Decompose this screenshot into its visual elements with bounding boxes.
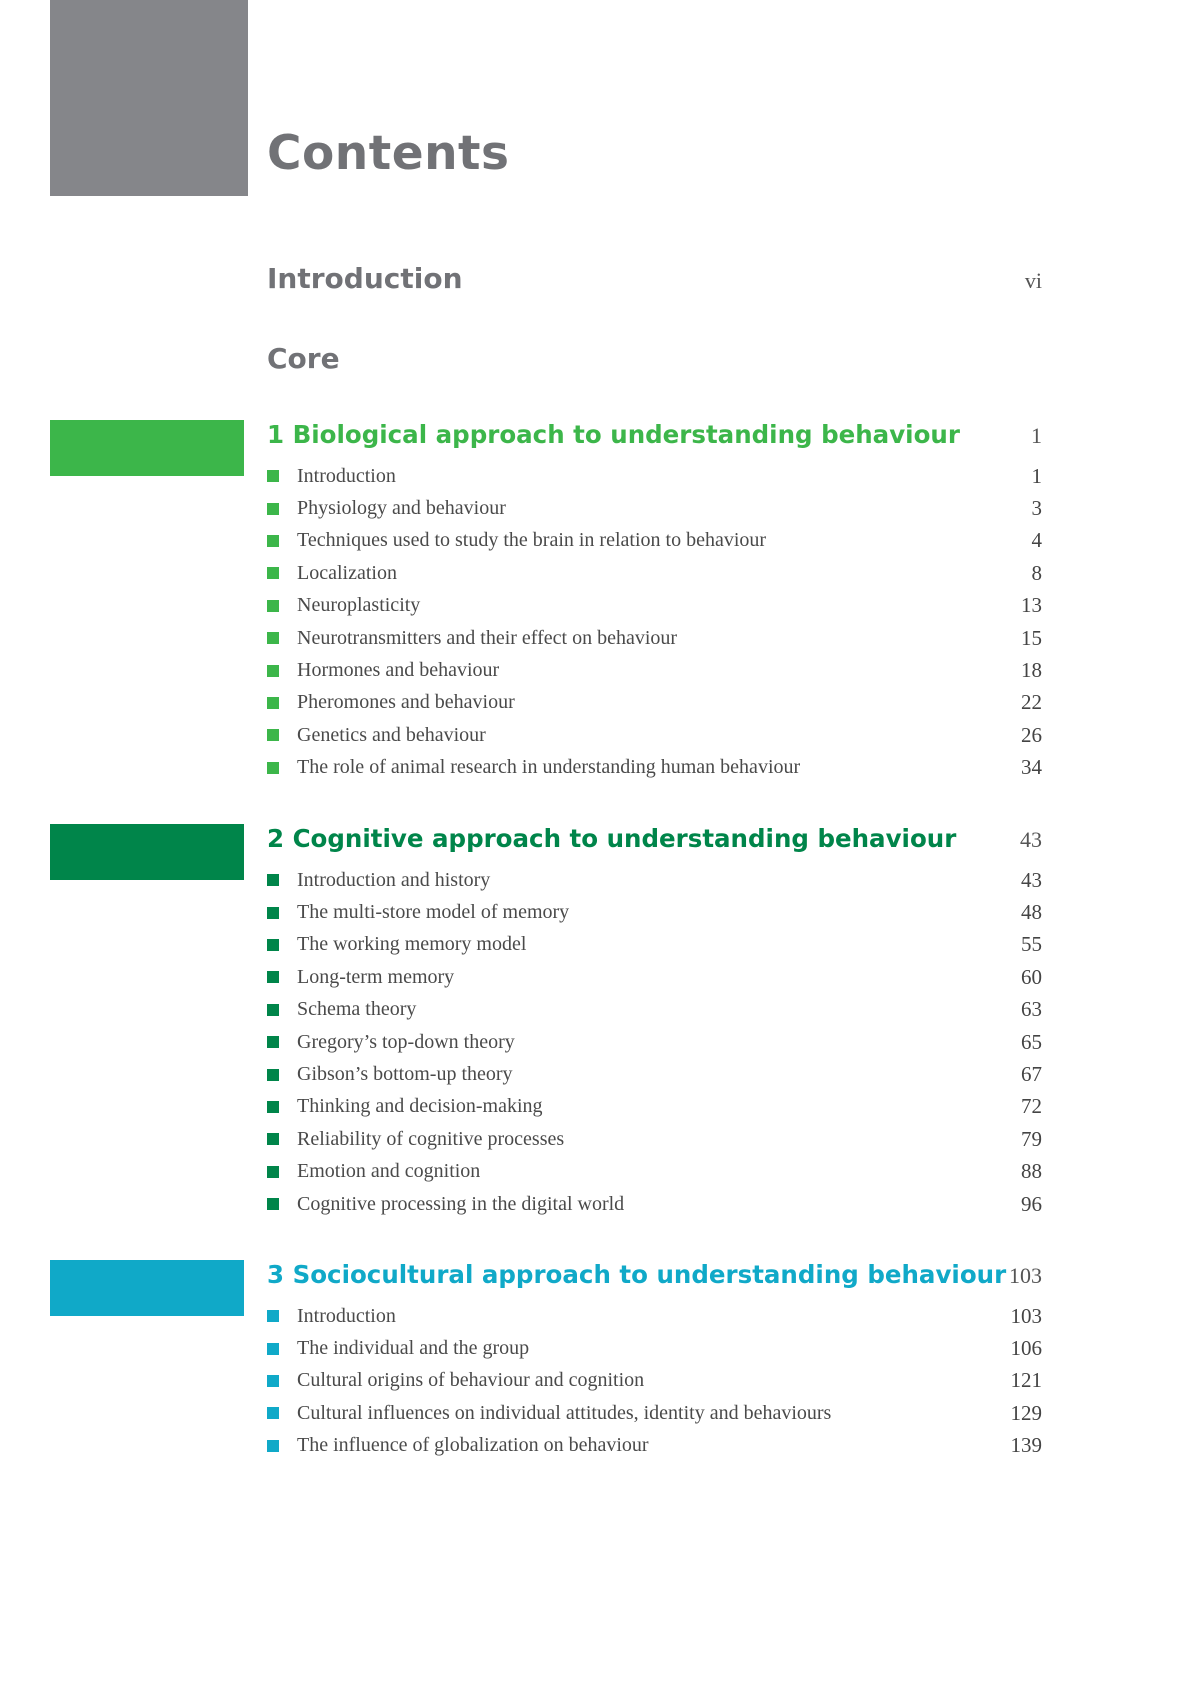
toc-entry[interactable] [267, 654, 1042, 686]
entry-page-number: 8 [1031, 560, 1042, 585]
entry-label: The influence of globalization on behaviour [297, 1434, 649, 1457]
square-bullet-icon [267, 907, 279, 919]
header-color-block [50, 0, 248, 196]
chapter-items-list [267, 864, 1042, 1220]
entry-label: Neurotransmitters and their effect on behaviour [297, 626, 678, 649]
entry-page-number: 139 [1010, 1433, 1042, 1458]
chapter-items-list [267, 460, 1042, 784]
page-title: Contents [267, 126, 510, 181]
square-bullet-icon [267, 1004, 279, 1016]
square-bullet-icon [267, 1343, 279, 1355]
core-label: Core [267, 342, 340, 375]
entry-label: Genetics and behaviour [297, 723, 486, 746]
core-heading [267, 342, 1042, 375]
entry-label: Gregory’s top-down theory [297, 1030, 515, 1053]
toc-entry[interactable] [267, 961, 1042, 993]
entry-page-number: 63 [1021, 997, 1042, 1022]
entry-label: Cognitive processing in the digital world [297, 1192, 625, 1215]
entry-page-number: 79 [1021, 1126, 1042, 1151]
entry-page-number: 26 [1021, 722, 1042, 747]
chapter-items-list [267, 1300, 1042, 1462]
square-bullet-icon [267, 632, 279, 644]
entry-label: Emotion and cognition [297, 1160, 481, 1183]
square-bullet-icon [267, 1133, 279, 1145]
toc-entry[interactable] [267, 1397, 1042, 1429]
toc-entry[interactable] [267, 752, 1042, 784]
entry-page-number: 129 [1010, 1400, 1042, 1425]
square-bullet-icon [267, 567, 279, 579]
square-bullet-icon [267, 1036, 279, 1048]
entry-page-number: 22 [1021, 690, 1042, 715]
introduction-entry[interactable] [267, 262, 1042, 295]
chapter-title: 1 Biological approach to understanding behaviour [267, 420, 960, 449]
entry-page-number: 18 [1021, 658, 1042, 683]
introduction-label: Introduction [267, 262, 463, 295]
square-bullet-icon [267, 503, 279, 515]
entry-label: Reliability of cognitive processes [297, 1127, 565, 1150]
entry-label: Hormones and behaviour [297, 659, 500, 682]
introduction-page-number: vi [1024, 268, 1042, 293]
square-bullet-icon [267, 1310, 279, 1322]
square-bullet-icon [267, 535, 279, 547]
entry-label: Introduction [297, 464, 396, 487]
entry-page-number: 55 [1021, 932, 1042, 957]
toc-entry[interactable] [267, 1123, 1042, 1155]
square-bullet-icon [267, 600, 279, 612]
square-bullet-icon [267, 939, 279, 951]
chapter-heading[interactable] [267, 1260, 1042, 1289]
entry-label: The individual and the group [297, 1337, 530, 1360]
entry-page-number: 65 [1021, 1029, 1042, 1054]
entry-page-number: 3 [1031, 496, 1042, 521]
toc-entry[interactable] [267, 1026, 1042, 1058]
entry-label: Techniques used to study the brain in relation to behaviour [297, 529, 767, 552]
toc-entry[interactable] [267, 1188, 1042, 1220]
toc-entry[interactable] [267, 687, 1042, 719]
chapter-heading[interactable] [267, 420, 1042, 449]
square-bullet-icon [267, 762, 279, 774]
toc-entry[interactable] [267, 896, 1042, 928]
entry-label: The working memory model [297, 933, 527, 956]
entry-page-number: 13 [1021, 593, 1042, 618]
entry-label: Cultural origins of behaviour and cognition [297, 1369, 645, 1392]
entry-page-number: 48 [1021, 900, 1042, 925]
square-bullet-icon [267, 1069, 279, 1081]
entry-label: Cultural influences on individual attitudes, identity and behaviours [297, 1401, 832, 1424]
square-bullet-icon [267, 1407, 279, 1419]
square-bullet-icon [267, 874, 279, 886]
chapter-heading[interactable] [267, 824, 1042, 853]
entry-label: Thinking and decision-making [297, 1095, 543, 1118]
square-bullet-icon [267, 729, 279, 741]
entry-page-number: 34 [1021, 755, 1042, 780]
toc-entry[interactable] [267, 492, 1042, 524]
entry-page-number: 43 [1021, 867, 1042, 892]
entry-page-number: 121 [1010, 1368, 1042, 1393]
chapter-page-number: 1 [1031, 423, 1042, 448]
toc-entry[interactable] [267, 929, 1042, 961]
entry-page-number: 106 [1010, 1336, 1042, 1361]
entry-label: Schema theory [297, 998, 417, 1021]
toc-entry[interactable] [267, 719, 1042, 751]
square-bullet-icon [267, 1166, 279, 1178]
entry-page-number: 88 [1021, 1159, 1042, 1184]
toc-entry[interactable] [267, 557, 1042, 589]
toc-entry[interactable] [267, 1332, 1042, 1364]
square-bullet-icon [267, 665, 279, 677]
chapter-color-band [50, 1260, 244, 1316]
toc-entry[interactable] [267, 525, 1042, 557]
entry-page-number: 4 [1031, 528, 1042, 553]
toc-entry[interactable] [267, 1365, 1042, 1397]
toc-entry[interactable] [267, 622, 1042, 654]
chapter-color-band [50, 824, 244, 880]
toc-entry[interactable] [267, 994, 1042, 1026]
square-bullet-icon [267, 697, 279, 709]
chapter-page-number: 43 [1020, 827, 1042, 852]
toc-entry[interactable] [267, 1300, 1042, 1332]
square-bullet-icon [267, 1101, 279, 1113]
entry-label: Pheromones and behaviour [297, 691, 515, 714]
entry-label: Gibson’s bottom-up theory [297, 1063, 513, 1086]
square-bullet-icon [267, 1198, 279, 1210]
entry-label: Introduction and history [297, 868, 491, 891]
entry-label: Physiology and behaviour [297, 497, 506, 520]
square-bullet-icon [267, 470, 279, 482]
square-bullet-icon [267, 1440, 279, 1452]
chapter-color-band [50, 420, 244, 476]
entry-label: The role of animal research in understanding human behaviour [297, 756, 801, 779]
entry-page-number: 72 [1021, 1094, 1042, 1119]
toc-entry[interactable] [267, 1091, 1042, 1123]
toc-entry[interactable] [267, 590, 1042, 622]
entry-page-number: 96 [1021, 1191, 1042, 1216]
chapter-title: 3 Sociocultural approach to understanding behaviour [267, 1260, 1007, 1289]
toc-entry[interactable] [267, 460, 1042, 492]
square-bullet-icon [267, 1375, 279, 1387]
entry-page-number: 103 [1010, 1303, 1042, 1328]
toc-entry[interactable] [267, 1430, 1042, 1462]
toc-entry[interactable] [267, 1058, 1042, 1090]
square-bullet-icon [267, 971, 279, 983]
entry-label: Introduction [297, 1304, 396, 1327]
entry-page-number: 1 [1031, 463, 1042, 488]
toc-entry[interactable] [267, 864, 1042, 896]
entry-label: The multi-store model of memory [297, 901, 570, 924]
chapter-title: 2 Cognitive approach to understanding behaviour [267, 824, 957, 853]
entry-page-number: 60 [1021, 964, 1042, 989]
entry-label: Localization [297, 561, 397, 584]
entry-page-number: 15 [1021, 625, 1042, 650]
entry-page-number: 67 [1021, 1062, 1042, 1087]
entry-label: Long-term memory [297, 965, 455, 988]
toc-entry[interactable] [267, 1156, 1042, 1188]
entry-label: Neuroplasticity [297, 594, 421, 617]
chapter-page-number: 103 [1009, 1263, 1042, 1288]
